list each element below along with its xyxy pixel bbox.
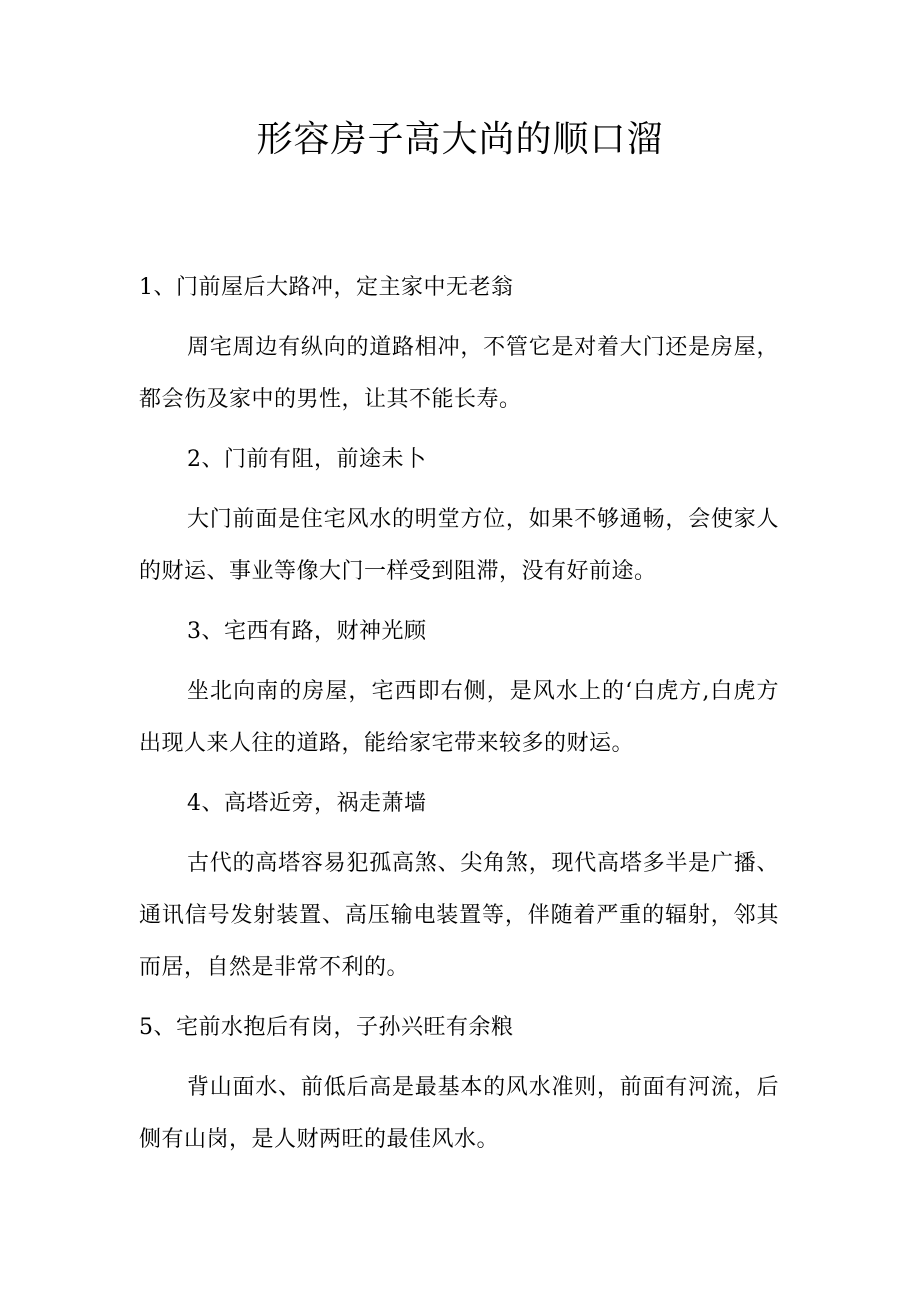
section-body-5: 背山面水、前低后高是最基本的风水准则，前面有河流，后侧有山岗，是人财两旺的最佳风水。 [139,1075,779,1152]
section-heading-5: 5、宅前水抱后有岗，子孙兴旺有余粮 [139,1015,514,1040]
section-heading-1: 1、门前屋后大路冲，定主家中无老翁 [139,275,514,300]
section-heading-2: 2、门前有阻，前途未卜 [187,447,427,472]
section-heading-4: 4、高塔近旁，祸走萧墙 [187,791,427,816]
section-heading-3: 3、宅西有路，财神光顾 [187,619,427,644]
section-body-1: 周宅周边有纵向的道路相冲，不管它是对着大门还是房屋，都会伤及家中的男性，让其不能长寿。 [139,335,779,412]
section-body-4: 古代的高塔容易犯孤高煞、尖角煞，现代高塔多半是广播、通讯信号发射装置、高压输电装置等，伴随着严重的辐射，邻其而居，自然是非常不利的。 [139,851,779,980]
document-title: 形容房子高大尚的顺口溜 [256,119,664,160]
section-body-2: 大门前面是住宅风水的明堂方位，如果不够通畅，会使家人的财运、事业等像大门一样受到阻滞，没有好前途。 [139,507,779,584]
section-body-3: 坐北向南的房屋，宅西即右侧，是风水上的‘白虎方,白虎方出现人来人往的道路，能给家宅带来较多的财运。 [139,679,779,756]
document-body [139,262,779,1166]
